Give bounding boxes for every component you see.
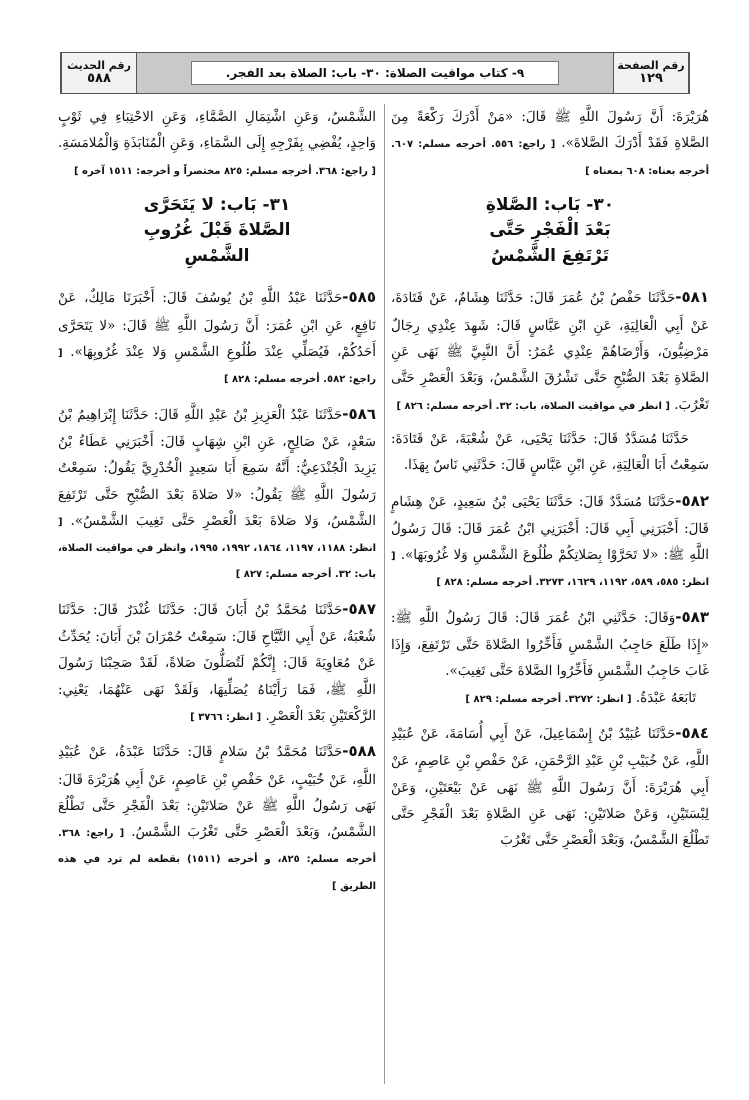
hadith-583-number: ٥٨٣- (675, 607, 709, 626)
header-title: ٩- كتاب مواقيت الصلاة: ٣٠- باب: الصلاة بعد الفجر. (191, 61, 559, 85)
hadith-588-text: حَدَّثَنَا مُحَمَّدُ بْنُ سَلامٍ قَالَ: حَدَّثَنَا عَبْدَةُ، عَنْ عُبَيْدِ اللَّهِ، عَنْ خُبَيْبٍ، عَنْ حَفْصِ بْنِ عَاصِمٍ، عَنْ أَبِي هُرَيْرَةَ قَالَ: نَهَى رَسُولُ اللَّهِ ﷺ عَنْ صَلاتَيْنِ: بَعْدَ الْفَجْرِ حَتَّى تَطْلُعَ الشَّمْسُ، وَبَعْدَ الْعَصْرِ حَتَّى تَغْرُبَ الشَّمْسُ. (58, 744, 376, 841)
hadith-584-text: حَدَّثَنَا عُبَيْدُ بْنُ إِسْمَاعِيلَ، عَنْ أَبِي أُسَامَةَ، عَنْ عُبَيْدِ اللَّهِ، عَنْ خُبَيْبِ بْنِ عَبْدِ الرَّحْمَنِ، عَنْ حَفْصِ بْنِ عَاصِمٍ، عَنْ أَبِي هُرَيْرَةَ: أَنَّ رَسُولَ اللَّهِ ﷺ نَهَى عَنْ بَيْعَتَيْنِ، وَعَنْ لِبْسَتَيْنِ، وَعَنْ صَلاتَيْنِ: نَهَى عَنِ الصَّلاةِ بَعْدَ الْفَجْرِ حَتَّى تَطْلُعَ الشَّمْسُ، وَبَعْدَ الْعَصْرِ حَتَّى تَغْرُبَ (391, 725, 709, 849)
continuation-584 (58, 104, 376, 183)
intro-text: هُرَيْرَةَ: أَنَّ رَسُولَ اللَّهِ ﷺ قَالَ: «مَنْ أَدْرَكَ رَكْعَةً مِنَ الصَّلاةِ فَقَدْ أَدْرَكَ الصَّلاةَ». (391, 109, 709, 152)
chapter-30-line1: ٣٠- بَاب: الصَّلاةِ (485, 194, 615, 215)
hadith-585-text: حَدَّثَنَا عَبْدُ اللَّهِ بْنُ يُوسُفَ قَالَ: أَخْبَرَنَا مَالِكٌ، عَنْ نَافِعٍ، عَنِ ابْنِ عُمَرَ: أَنَّ رَسُولَ اللَّهِ ﷺ قَالَ: «لا يَتَحَرَّى أَحَدُكُمْ، فَيُصَلِّي عِنْدَ طُلُوعِ الشَّمْسِ وَلا عِنْدَ غُرُوبِهَا». (58, 290, 377, 360)
hadith-583-follow: تَابَعَهُ عَبْدَةُ. (635, 689, 697, 706)
hadith-581-note: [ انظر في مواقيت الصلاة، باب: ٣٢. أخرجه مسلم: ٨٢٦ ] (396, 400, 670, 412)
hadith-582-number: ٥٨٢- (675, 491, 709, 510)
hadith-586 (58, 400, 376, 587)
chapter-31-line2: الصَّلاةَ قَبْلَ غُرُوبِ (143, 220, 291, 241)
hadith-581-text: حَدَّثَنَا حَفْصُ بْنُ عُمَرَ قَالَ: حَدَّثَنَا هِشَامٌ، عَنْ قَتَادَةَ، عَنْ أَبِي الْعَالِيَةِ، عَنِ ابْنِ عَبَّاسٍ قَالَ: شَهِدَ عِنْدِي رِجَالٌ مَرْضِيُّونَ، وَأَرْضَاهُمْ عِنْدِي عُمَرُ: أَنَّ النَّبِيَّ ﷺ نَهَى عَنِ الصَّلاةِ بَعْدَ الصُّبْحِ حَتَّى تَشْرُقَ الشَّمْسُ، وَبَعْدَ الْعَصْرِ حَتَّى تَغْرُبَ. (391, 290, 709, 413)
chapter-31-line1: ٣١- بَاب: لا يَتَحَرَّى (143, 194, 291, 215)
hadith-585-note: [ راجع: ٥٨٢. أخرجه مسلم: ٨٢٨ ] (58, 348, 376, 386)
page-number-label: رقم الصفحة (617, 59, 685, 73)
hadith-587-note: [ انظر: ٣٧٦٦ ] (190, 711, 262, 723)
intro-note: [ راجع: ٥٥٦. أخرجه مسلم: ٦٠٧. أخرجه بعناه: ٦٠٨ بمعناه ] (391, 139, 709, 177)
hadith-588-number: ٥٨٨- (342, 742, 376, 761)
hadith-581-b (391, 426, 709, 479)
hadith-584-number: ٥٨٤- (675, 723, 709, 742)
hadith-584 (391, 719, 709, 854)
chapter-30-heading (391, 193, 709, 270)
chapter-31-heading (58, 193, 376, 270)
hadith-587-text: حَدَّثَنَا مُحَمَّدُ بْنُ أَبَانَ قَالَ: حَدَّثَنَا غُنْدَرٌ قَالَ: حَدَّثَنَا شُعْبَةُ، عَنْ أَبِي التَّيَّاحِ قَالَ: سَمِعْتُ حُمْرَانَ بْنَ أَبَانَ: يُحَدِّثُ عَنْ مُعَاوِيَةَ قَالَ: إِنَّكُمْ لَتُصَلُّونَ صَلاةً، لَقَدْ صَحِبْنَا رَسُولَ اللَّهِ ﷺ، فَمَا رَأَيْنَاهُ يُصَلِّيهَا، وَلَقَدْ نَهَى عَنْهُمَا، يَعْنِي: الرَّكْعَتَيْنِ بَعْدَ الْعَصْرِ. (58, 601, 376, 724)
continuation-note: [ راجع: ٣٦٨. أخرجه مسلم: ٨٢٥ مختصراً و أخرجه: ١٥١١ آخره ] (73, 165, 376, 177)
hadith-581 (391, 283, 709, 418)
hadith-586-note: [ انظر: ١١٨٨، ١١٩٧، ١٨٦٤، ١٩٩٢، ١٩٩٥، وانظر في مواقيت الصلاة، باب: ٣٢. أخرجه مسلم: ٨٢٧ ] (58, 516, 377, 581)
continuation-text: الشَّمْسُ، وَعَنِ اشْتِمَالِ الصَّمَّاءِ، وَعَنِ الاحْتِبَاءِ فِي ثَوْبٍ وَاحِدٍ، يُفْضِي بِفَرْجِهِ إِلَى السَّمَاءِ، وَعَنِ الْمُنَابَذَةِ وَالْمُلامَسَةِ. (58, 109, 376, 152)
hadith-585-number: ٥٨٥- (342, 288, 376, 307)
hadith-583 (391, 603, 709, 711)
hadith-582-text: حَدَّثَنَا مُسَدَّدٌ قَالَ: حَدَّثَنَا يَحْيَى بْنُ سَعِيدٍ، عَنْ هِشَامٍ قَالَ: أَخْبَرَنِي أَبِي قَالَ: أَخْبَرَنِي ابْنُ عُمَرَ قَالَ: قَالَ رَسُولُ اللَّهِ ﷺ: «لا تَحَرَّوْا بِصَلاتِكُمْ طُلُوعَ الشَّمْسِ وَلا غُرُوبَهَا». (391, 493, 709, 564)
hadith-586-number: ٥٨٦- (342, 404, 376, 423)
hadith-588 (58, 737, 376, 898)
hadith-587 (58, 595, 376, 730)
hadith-582 (391, 487, 709, 595)
hadith-581-b-text: حَدَّثَنَا مُسَدَّدٌ قَالَ: حَدَّثَنَا يَحْيَى، عَنْ شُعْبَةَ، عَنْ قَتَادَةَ: سَمِعْتُ أَبَا الْعَالِيَةِ، عَنِ ابْنِ عَبَّاسٍ قَالَ: حَدَّثَنِي نَاسٌ بِهَذَا. (391, 430, 709, 474)
hadith-581-number: ٥٨١- (675, 288, 709, 307)
hadith-number-label: رقم الحديث (67, 59, 131, 73)
right-column (391, 104, 709, 861)
hadith-583-note: [ انظر: ٣٢٧٢. أخرجه مسلم: ٨٢٩ ] (465, 693, 632, 705)
hadith-number-box (61, 53, 137, 93)
hadith-587-number: ٥٨٧- (342, 599, 376, 618)
chapter-31-line3: الشَّمْسِ (184, 245, 250, 266)
hadith-583-text: وَقَالَ: حَدَّثَنِي ابْنُ عُمَرَ قَالَ: قَالَ رَسُولُ اللَّهِ ﷺ: «إِذَا طَلَعَ حَاجِبُ الشَّمْسِ فَأَخِّرُوا الصَّلاةَ حَتَّى تَرْتَفِعَ، وَإِذَا غَابَ حَاجِبُ الشَّمْسِ فَأَخِّرُوا الصَّلاةَ حَتَّى تَغِيبَ». (391, 609, 709, 680)
chapter-30-line3: تَرْتَفِعَ الشَّمْسُ (490, 245, 610, 266)
hadith-588-note: [ راجع: ٣٦٨. أخرجه مسلم: ٨٢٥، و أخرجه (١٥١١) بقطعة لم ترد في هذه الطريق ] (58, 828, 376, 892)
intro-paragraph (391, 104, 709, 183)
page-number: ١٢٩ (639, 70, 663, 86)
page-number-box (613, 53, 689, 93)
column-divider (384, 104, 385, 1084)
hadith-number: ٥٨٨ (87, 70, 111, 86)
left-column (58, 104, 376, 906)
page-header (60, 52, 690, 94)
hadith-586-text: حَدَّثَنَا عَبْدُ الْعَزِيزِ بْنُ عَبْدِ اللَّهِ قَالَ: حَدَّثَنَا إِبْرَاهِيمُ بْنُ سَعْدٍ، عَنْ صَالِحٍ، عَنِ ابْنِ شِهَابٍ قَالَ: أَخْبَرَنِي عَطَاءُ بْنُ يَزِيدَ الْجُنْدَعِيُّ: أَنَّهُ سَمِعَ أَبَا سَعِيدٍ الْخُدْرِيَّ يَقُولُ: سَمِعْتُ رَسُولَ اللَّهِ ﷺ يَقُولُ: «لا صَلاةَ بَعْدَ الصُّبْحِ حَتَّى تَرْتَفِعَ الشَّمْسُ، وَلا صَلاةَ بَعْدَ الْعَصْرِ حَتَّى تَغِيبَ الشَّمْسُ». (58, 406, 376, 529)
hadith-582-note: [ انظر: ٥٨٥، ٥٨٩، ١١٩٢، ١٦٢٩، ٣٢٧٣. أخرجه مسلم: ٨٢٨ ] (391, 551, 709, 589)
hadith-585 (58, 283, 376, 391)
chapter-30-line2: بَعْدَ الْفَجْرِ حَتَّى (489, 220, 611, 241)
